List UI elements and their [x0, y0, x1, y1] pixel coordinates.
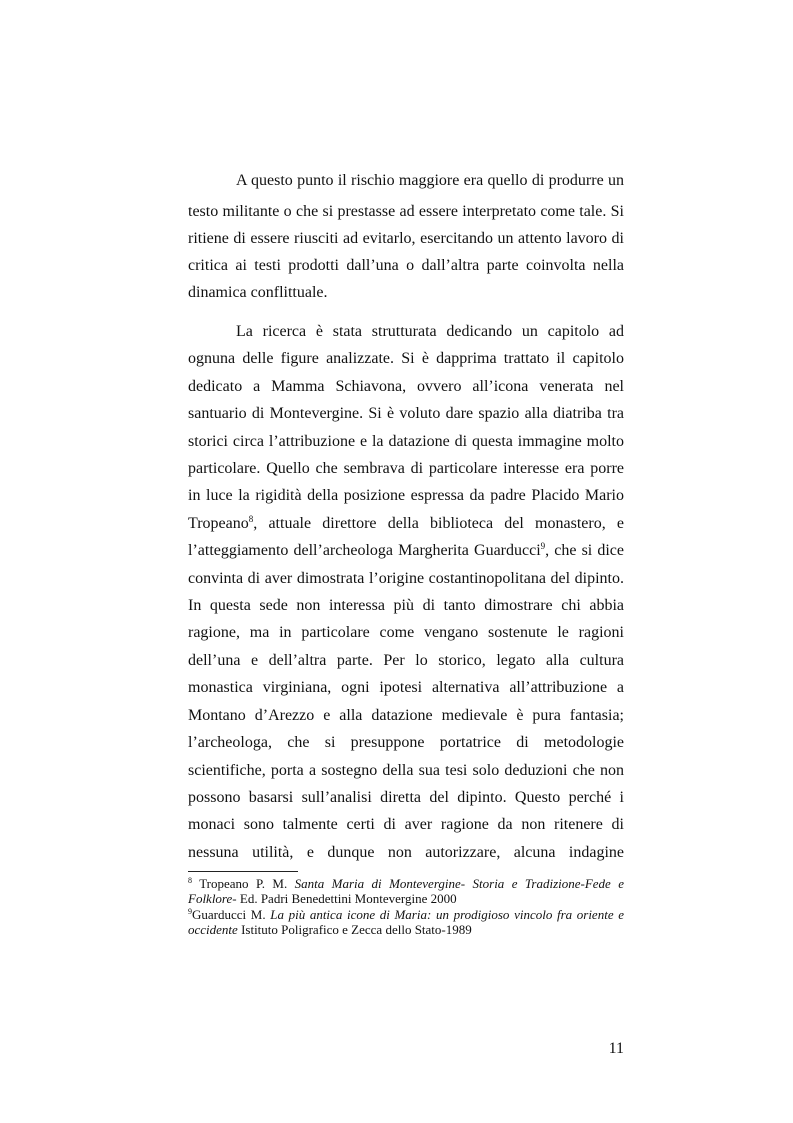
- footnote-number: 9: [188, 907, 192, 916]
- footnote-ref-8[interactable]: 8: [248, 514, 254, 524]
- paragraph-2-line-15: Montano d’Arezzo e alla datazione medievale è pura fantasia;: [188, 707, 624, 724]
- text-segment: , che si dice: [545, 542, 625, 559]
- footnote-9-line-2: [188, 922, 624, 937]
- footnote-title: occidente: [188, 922, 238, 937]
- footnote-publisher: Ed. Padri Benedettini Montevergine 2000: [236, 891, 457, 906]
- paragraph-2-line-2: ognuna delle figure analizzate. Si è dapprima trattato il capitolo: [188, 350, 624, 367]
- paragraph-2-line-4: santuario di Montevergine. Si è voluto dare spazio alla diatriba tra: [188, 405, 624, 422]
- paragraph-2-line-6: particolare. Quello che sembrava di particolare interesse era porre: [188, 460, 624, 477]
- paragraph-2-line-12: ragione, ma in particolare come vengano sostenute le ragioni: [188, 624, 624, 641]
- paragraph-2-line-13: dell’una e dell’altra parte. Per lo storico, legato alla cultura: [188, 652, 624, 669]
- paragraph-2-line-14: monastica virginiana, ogni ipotesi alternativa all’attribuzione a: [188, 679, 624, 696]
- paragraph-1-line-5: dinamica conflittuale.: [188, 284, 328, 301]
- paragraph-2-line-3: dedicato a Mamma Schiavona, ovvero all’icona venerata nel: [188, 378, 624, 395]
- paragraph-2-line-10: convinta di aver dimostrata l’origine costantinopolitana del dipinto.: [188, 570, 624, 587]
- footnote-author: Tropeano P. M.: [199, 876, 295, 891]
- footnote-ref-9[interactable]: 9: [540, 541, 546, 551]
- footnote-title: Folklore-: [188, 891, 237, 906]
- footnote-number: 8: [188, 876, 192, 885]
- paragraph-2-line-8: [188, 514, 624, 534]
- footnote-8-line-2: [188, 891, 624, 906]
- paragraph-2-line-7: in luce la rigidità della posizione espressa da padre Placido Mario: [188, 487, 624, 504]
- paragraph-2-line-9: [188, 541, 624, 561]
- paragraph-2-line-16: l’archeologa, che si presuppone portatrice di metodologie: [188, 734, 624, 751]
- paragraph-2-line-11: In questa sede non interessa più di tanto dimostrare chi abbia: [188, 597, 624, 614]
- paragraph-1-line-2: testo militante o che si prestasse ad essere interpretato come tale. Si: [188, 203, 624, 220]
- text-segment: , attuale direttore della biblioteca del monastero, e: [253, 515, 624, 532]
- paragraph-1-line-1: A questo punto il rischio maggiore era quello di produrre un: [236, 172, 624, 189]
- paragraph-2-line-1: La ricerca è stata strutturata dedicando un capitolo ad: [236, 323, 624, 340]
- footnote-9-line-1: [188, 907, 624, 922]
- paragraph-2-line-5: storici circa l’attribuzione e la datazione di questa immagine molto: [188, 433, 624, 450]
- footnote-8-line-1: [188, 876, 624, 891]
- footnote-author: Guarducci M.: [192, 907, 271, 922]
- text-segment: l’atteggiamento dell’archeologa Margherita Guarducci: [188, 542, 541, 559]
- text-segment: Tropeano: [188, 515, 249, 532]
- paragraph-2-line-17: scientifiche, porta a sostegno della sua tesi solo deduzioni che non: [188, 762, 624, 779]
- paragraph-2-line-20: nessuna utilità, e dunque non autorizzare, alcuna indagine: [188, 844, 624, 861]
- footnote-separator: [188, 871, 298, 872]
- paragraph-2-line-19: monaci sono talmente certi di aver ragione da non ritenere di: [188, 816, 624, 833]
- footnote-title: Santa Maria di Montevergine- Storia e Tradizione-Fede e: [294, 876, 625, 891]
- footnote-title: La più antica icone di Maria: un prodigioso vincolo fra oriente e: [270, 907, 624, 922]
- footnote-publisher: Istituto Poligrafico e Zecca dello Stato-1989: [237, 922, 472, 937]
- paragraph-1-line-3: ritiene di essere riusciti ad evitarlo, esercitando un attento lavoro di: [188, 230, 624, 247]
- paragraph-1-line-4: critica ai testi prodotti dall’una o dall’altra parte coinvolta nella: [188, 257, 624, 274]
- page-number: 11: [608, 1040, 624, 1057]
- paragraph-2-line-18: possono basarsi sull’analisi diretta del dipinto. Questo perché i: [188, 789, 624, 806]
